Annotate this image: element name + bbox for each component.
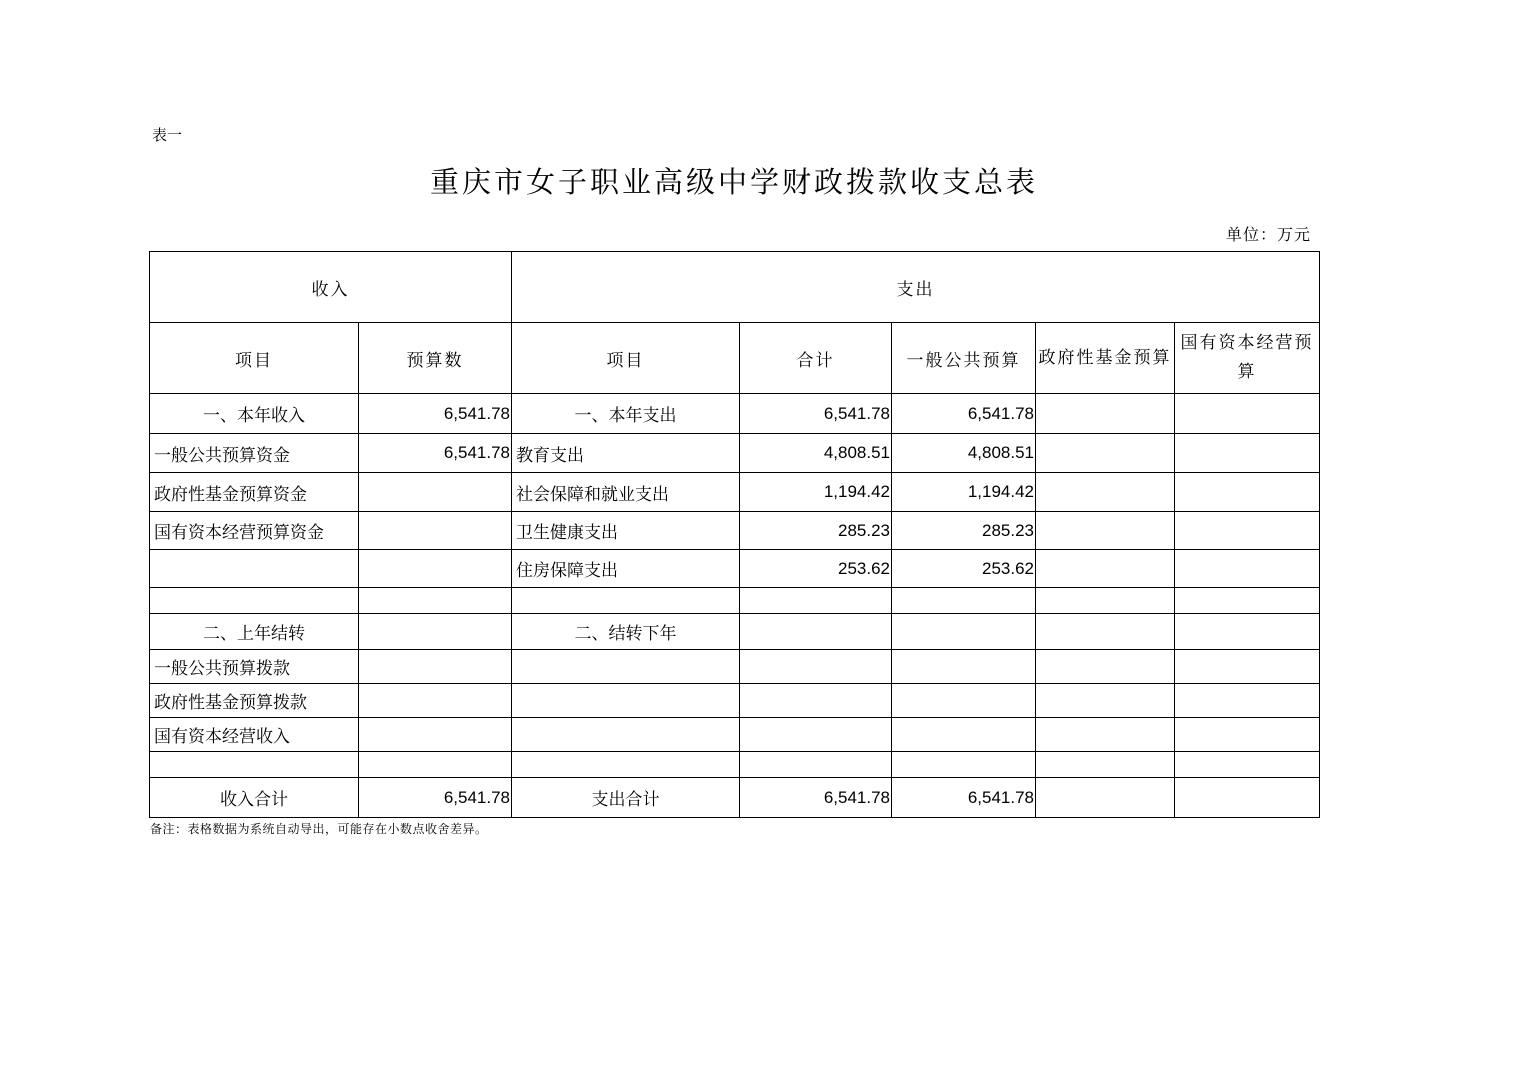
- header-row-columns: [150, 323, 1320, 394]
- table-row: [150, 473, 1320, 512]
- state-capital-cell: [1175, 650, 1320, 684]
- income-amount-cell: [359, 473, 512, 512]
- total-cell: 1,194.42: [740, 473, 892, 512]
- income-header: 收入: [150, 252, 512, 323]
- general-public-cell: 253.62: [892, 550, 1036, 588]
- income-item-cell: 一、本年收入: [150, 394, 359, 434]
- total-cell: 6,541.78: [740, 394, 892, 434]
- income-amount-cell: [359, 650, 512, 684]
- table-row: [150, 684, 1320, 718]
- state-capital-total: [1175, 778, 1320, 818]
- income-budget-header: 预算数: [359, 323, 512, 394]
- gov-fund-cell: [1036, 550, 1175, 588]
- table-row: [150, 718, 1320, 752]
- table-row: [150, 752, 1320, 778]
- table-row: [150, 588, 1320, 614]
- income-amount-cell: [359, 614, 512, 650]
- income-item-cell: 一般公共预算拨款: [150, 650, 359, 684]
- gov-fund-cell: [1036, 394, 1175, 434]
- general-public-cell: [892, 650, 1036, 684]
- income-amount-cell: 6,541.78: [359, 434, 512, 473]
- general-public-cell: [892, 684, 1036, 718]
- general-public-cell: [892, 752, 1036, 778]
- gov-fund-cell: [1036, 684, 1175, 718]
- income-total-amount: 6,541.78: [359, 778, 512, 818]
- general-public-header: 一般公共预算: [892, 323, 1036, 394]
- income-amount-cell: [359, 752, 512, 778]
- total-header: 合计: [740, 323, 892, 394]
- expense-item-cell: 二、结转下年: [512, 614, 740, 650]
- state-capital-cell: [1175, 752, 1320, 778]
- income-amount-cell: [359, 512, 512, 550]
- gov-fund-total: [1036, 778, 1175, 818]
- income-item-cell: 国有资本经营预算资金: [150, 512, 359, 550]
- expense-item-cell: 一、本年支出: [512, 394, 740, 434]
- total-cell: 285.23: [740, 512, 892, 550]
- income-item-cell: [150, 752, 359, 778]
- state-capital-cell: [1175, 473, 1320, 512]
- expense-item-header: 项目: [512, 323, 740, 394]
- income-item-cell: 政府性基金预算资金: [150, 473, 359, 512]
- general-public-cell: [892, 588, 1036, 614]
- general-public-total: 6,541.78: [892, 778, 1036, 818]
- gov-fund-cell: [1036, 614, 1175, 650]
- state-capital-cell: [1175, 684, 1320, 718]
- income-item-cell: [150, 550, 359, 588]
- gov-fund-cell: [1036, 718, 1175, 752]
- footnote: 备注：表格数据为系统自动导出，可能存在小数点收舍差异。: [150, 822, 488, 836]
- income-amount-cell: [359, 684, 512, 718]
- income-total-label: 收入合计: [150, 778, 359, 818]
- table-number-label: 表一: [152, 126, 183, 144]
- total-cell: [740, 752, 892, 778]
- unit-label: 单位：万元: [1226, 225, 1312, 244]
- state-capital-cell: [1175, 588, 1320, 614]
- header-row-top: [150, 252, 1320, 323]
- income-item-cell: [150, 588, 359, 614]
- expense-total-amount: 6,541.78: [740, 778, 892, 818]
- income-item-cell: 二、上年结转: [150, 614, 359, 650]
- income-item-cell: 政府性基金预算拨款: [150, 684, 359, 718]
- document-title: 重庆市女子职业高级中学财政拨款收支总表: [429, 165, 1038, 199]
- general-public-cell: [892, 718, 1036, 752]
- expense-item-cell: [512, 752, 740, 778]
- expense-item-cell: 卫生健康支出: [512, 512, 740, 550]
- state-capital-header: 国有资本经营预算: [1175, 323, 1320, 394]
- totals-row: [150, 778, 1320, 818]
- general-public-cell: 285.23: [892, 512, 1036, 550]
- total-cell: [740, 718, 892, 752]
- general-public-cell: 1,194.42: [892, 473, 1036, 512]
- income-item-cell: 国有资本经营收入: [150, 718, 359, 752]
- expense-header: 支出: [512, 252, 1320, 323]
- state-capital-cell: [1175, 550, 1320, 588]
- expense-item-cell: [512, 684, 740, 718]
- table-row: [150, 394, 1320, 434]
- state-capital-cell: [1175, 394, 1320, 434]
- total-cell: [740, 684, 892, 718]
- general-public-cell: [892, 614, 1036, 650]
- income-amount-cell: 6,541.78: [359, 394, 512, 434]
- total-cell: [740, 588, 892, 614]
- expense-item-cell: 住房保障支出: [512, 550, 740, 588]
- general-public-cell: 4,808.51: [892, 434, 1036, 473]
- expense-item-cell: [512, 718, 740, 752]
- state-capital-cell: [1175, 434, 1320, 473]
- expense-item-cell: [512, 588, 740, 614]
- table-row: [150, 434, 1320, 473]
- total-cell: [740, 650, 892, 684]
- gov-fund-cell: [1036, 512, 1175, 550]
- table-row: [150, 650, 1320, 684]
- income-amount-cell: [359, 588, 512, 614]
- income-amount-cell: [359, 550, 512, 588]
- gov-fund-cell: [1036, 650, 1175, 684]
- total-cell: 253.62: [740, 550, 892, 588]
- total-cell: [740, 614, 892, 650]
- expense-item-cell: 社会保障和就业支出: [512, 473, 740, 512]
- expense-total-label: 支出合计: [512, 778, 740, 818]
- state-capital-cell: [1175, 614, 1320, 650]
- general-public-cell: 6,541.78: [892, 394, 1036, 434]
- income-item-cell: 一般公共预算资金: [150, 434, 359, 473]
- gov-fund-cell: [1036, 752, 1175, 778]
- gov-fund-cell: [1036, 434, 1175, 473]
- gov-fund-cell: [1036, 588, 1175, 614]
- table-row: [150, 614, 1320, 650]
- income-amount-cell: [359, 718, 512, 752]
- table-row: [150, 550, 1320, 588]
- budget-summary-table: [149, 251, 1320, 818]
- expense-item-cell: [512, 650, 740, 684]
- total-cell: 4,808.51: [740, 434, 892, 473]
- table-row: [150, 512, 1320, 550]
- state-capital-cell: [1175, 718, 1320, 752]
- state-capital-cell: [1175, 512, 1320, 550]
- gov-fund-cell: [1036, 473, 1175, 512]
- expense-item-cell: 教育支出: [512, 434, 740, 473]
- income-item-header: 项目: [150, 323, 359, 394]
- gov-fund-header: 政府性基金预算: [1036, 323, 1175, 394]
